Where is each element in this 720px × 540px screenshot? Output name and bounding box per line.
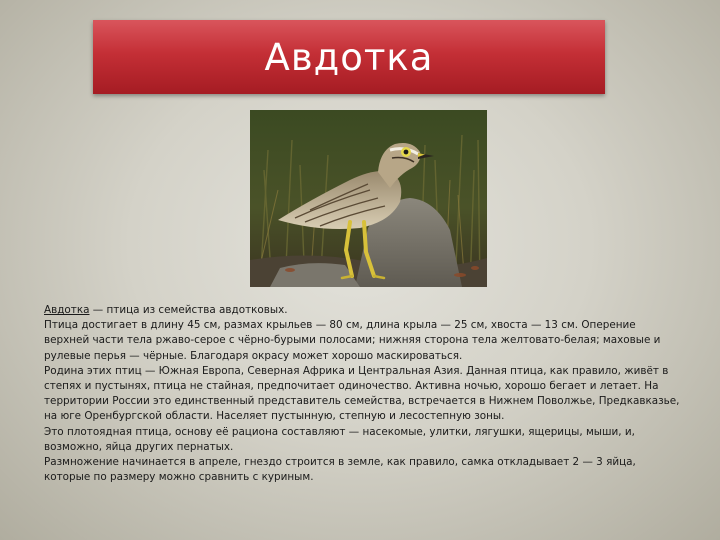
- paragraph-intro: [44, 303, 684, 318]
- article-text: [44, 303, 684, 485]
- bird-image: [250, 110, 487, 287]
- paragraph-breeding: Размножение начинается в апреле, гнездо строится в земле, как правило, самка откладывает 2 — 3 яйца, которые по размеру можно сравнить с куриным.: [44, 456, 636, 484]
- paragraph-description: Птица достигает в длину 45 см, размах крыльев — 80 см, длина крыла — 25 см, хвоста — 13 см. Оперение верхней части тела ржаво-серое с чёрно-бурыми полосами; нижняя сторона тела желтовато-белая; маховые и рулевые перья — чёрные. Благодаря окрасу может хорошо маскироваться.: [44, 319, 661, 362]
- paragraph-diet: Это плотоядная птица, основу её рациона составляют — насекомые, улитки, лягушки, ящерицы, мыши, и, возможно, яйца других пернатых.: [44, 425, 635, 453]
- slide-title: Авдотка: [264, 35, 434, 79]
- bird-photo: [250, 110, 487, 287]
- term-avdotka: Авдотка: [44, 304, 90, 316]
- title-banner: [93, 20, 605, 94]
- paragraph-habitat: Родина этих птиц — Южная Европа, Северная Африка и Центральная Азия. Данная птица, как правило, живёт в степях и пустынях, птица не стайная, предпочитает одиночество. Активна ночью, хорошо бегает и летает. На территории России это единственный представитель семейства, встречается в Нижнем Поволжье, Предкавказье, на юге Оренбургской области. Населяет пустынную, степную и лесостепную зоны.: [44, 364, 680, 423]
- intro-rest: — птица из семейства авдотковых.: [89, 304, 288, 316]
